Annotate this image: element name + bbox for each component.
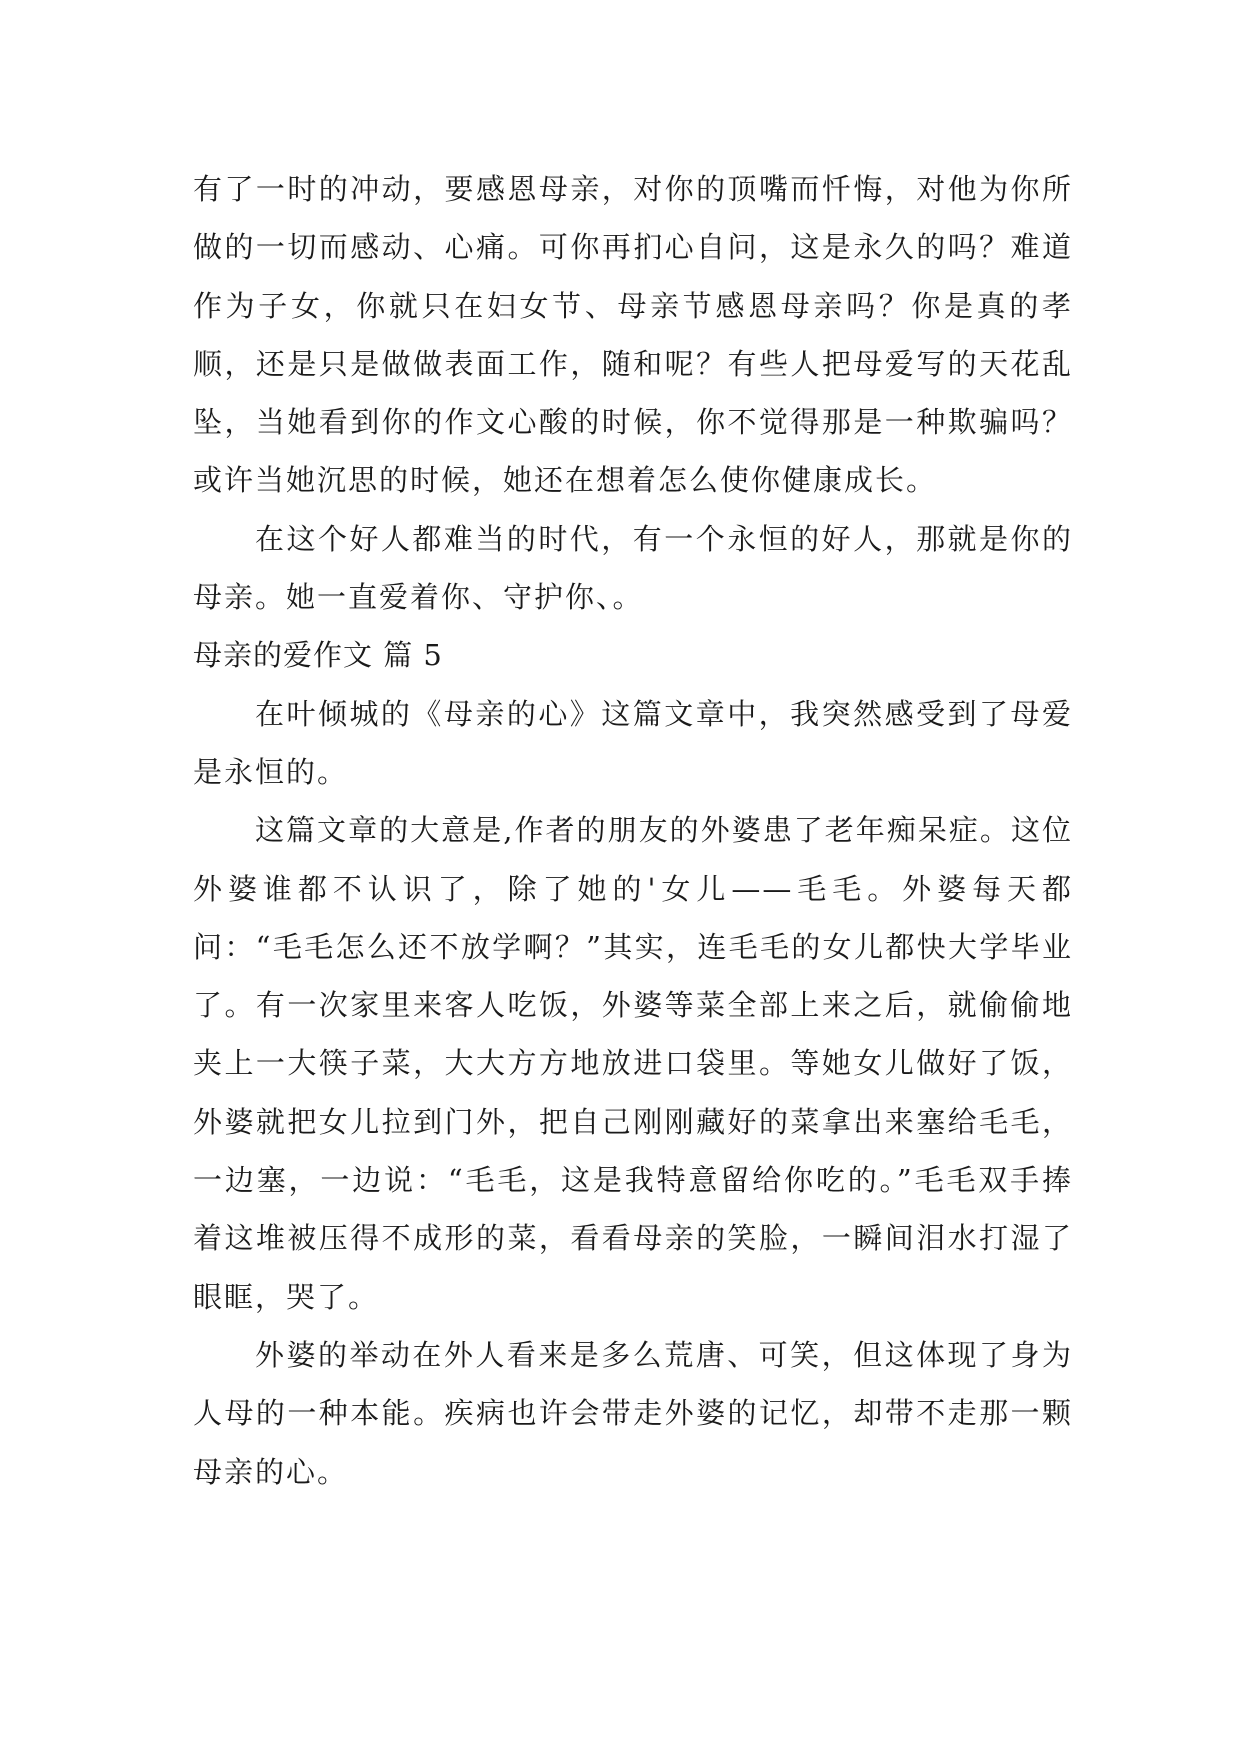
- document-body: [193, 160, 1073, 1501]
- paragraph-conclusion: 外婆的举动在外人看来是多么荒唐、可笑，但这体现了身为人母的一种本能。疾病也许会带走外婆的记忆，却带不走那一颗母亲的心。: [193, 1337, 1073, 1489]
- paragraph-continued: 有了一时的冲动，要感恩母亲，对你的顶嘴而忏悔，对他为你所做的一切而感动、心痛。可你再扪心自问，这是永久的吗？难道作为子女，你就只在妇女节、母亲节感恩母亲吗？你是真的孝顺，还是只是做做表面工作，随和呢？有些人把母爱写的天花乱坠，当她看到你的作文心酸的时候，你不觉得那是一种欺骗吗？或许当她沉思的时候，她还在想着怎么使你健康成长。: [193, 172, 1073, 498]
- section-heading: 母亲的爱作文 篇 5: [193, 638, 443, 673]
- paragraph-story: 这篇文章的大意是,作者的朋友的外婆患了老年痴呆症。这位外婆谁都不认识了，除了她的'女儿——毛毛。外婆每天都问：“毛毛怎么还不放学啊？”其实，连毛毛的女儿都快大学毕业了。有一次家里来客人吃饭，外婆等菜全部上来之后，就偷偷地夹上一大筷子菜，大大方方地放进口袋里。等她女儿做好了饭，外婆就把女儿拉到门外，把自己刚刚藏好的菜拿出来塞给毛毛，一边塞，一边说：“毛毛，这是我特意留给你吃的。”毛毛双手捧着这堆被压得不成形的菜，看看母亲的笑脸，一瞬间泪水打湿了眼眶，哭了。: [193, 813, 1073, 1314]
- paragraph-good-person: 在这个好人都难当的时代，有一个永恒的好人，那就是你的母亲。她一直爱着你、守护你、。: [193, 521, 1073, 615]
- paragraph-intro: 在叶倾城的《母亲的心》这篇文章中，我突然感受到了母爱是永恒的。: [193, 696, 1073, 789]
